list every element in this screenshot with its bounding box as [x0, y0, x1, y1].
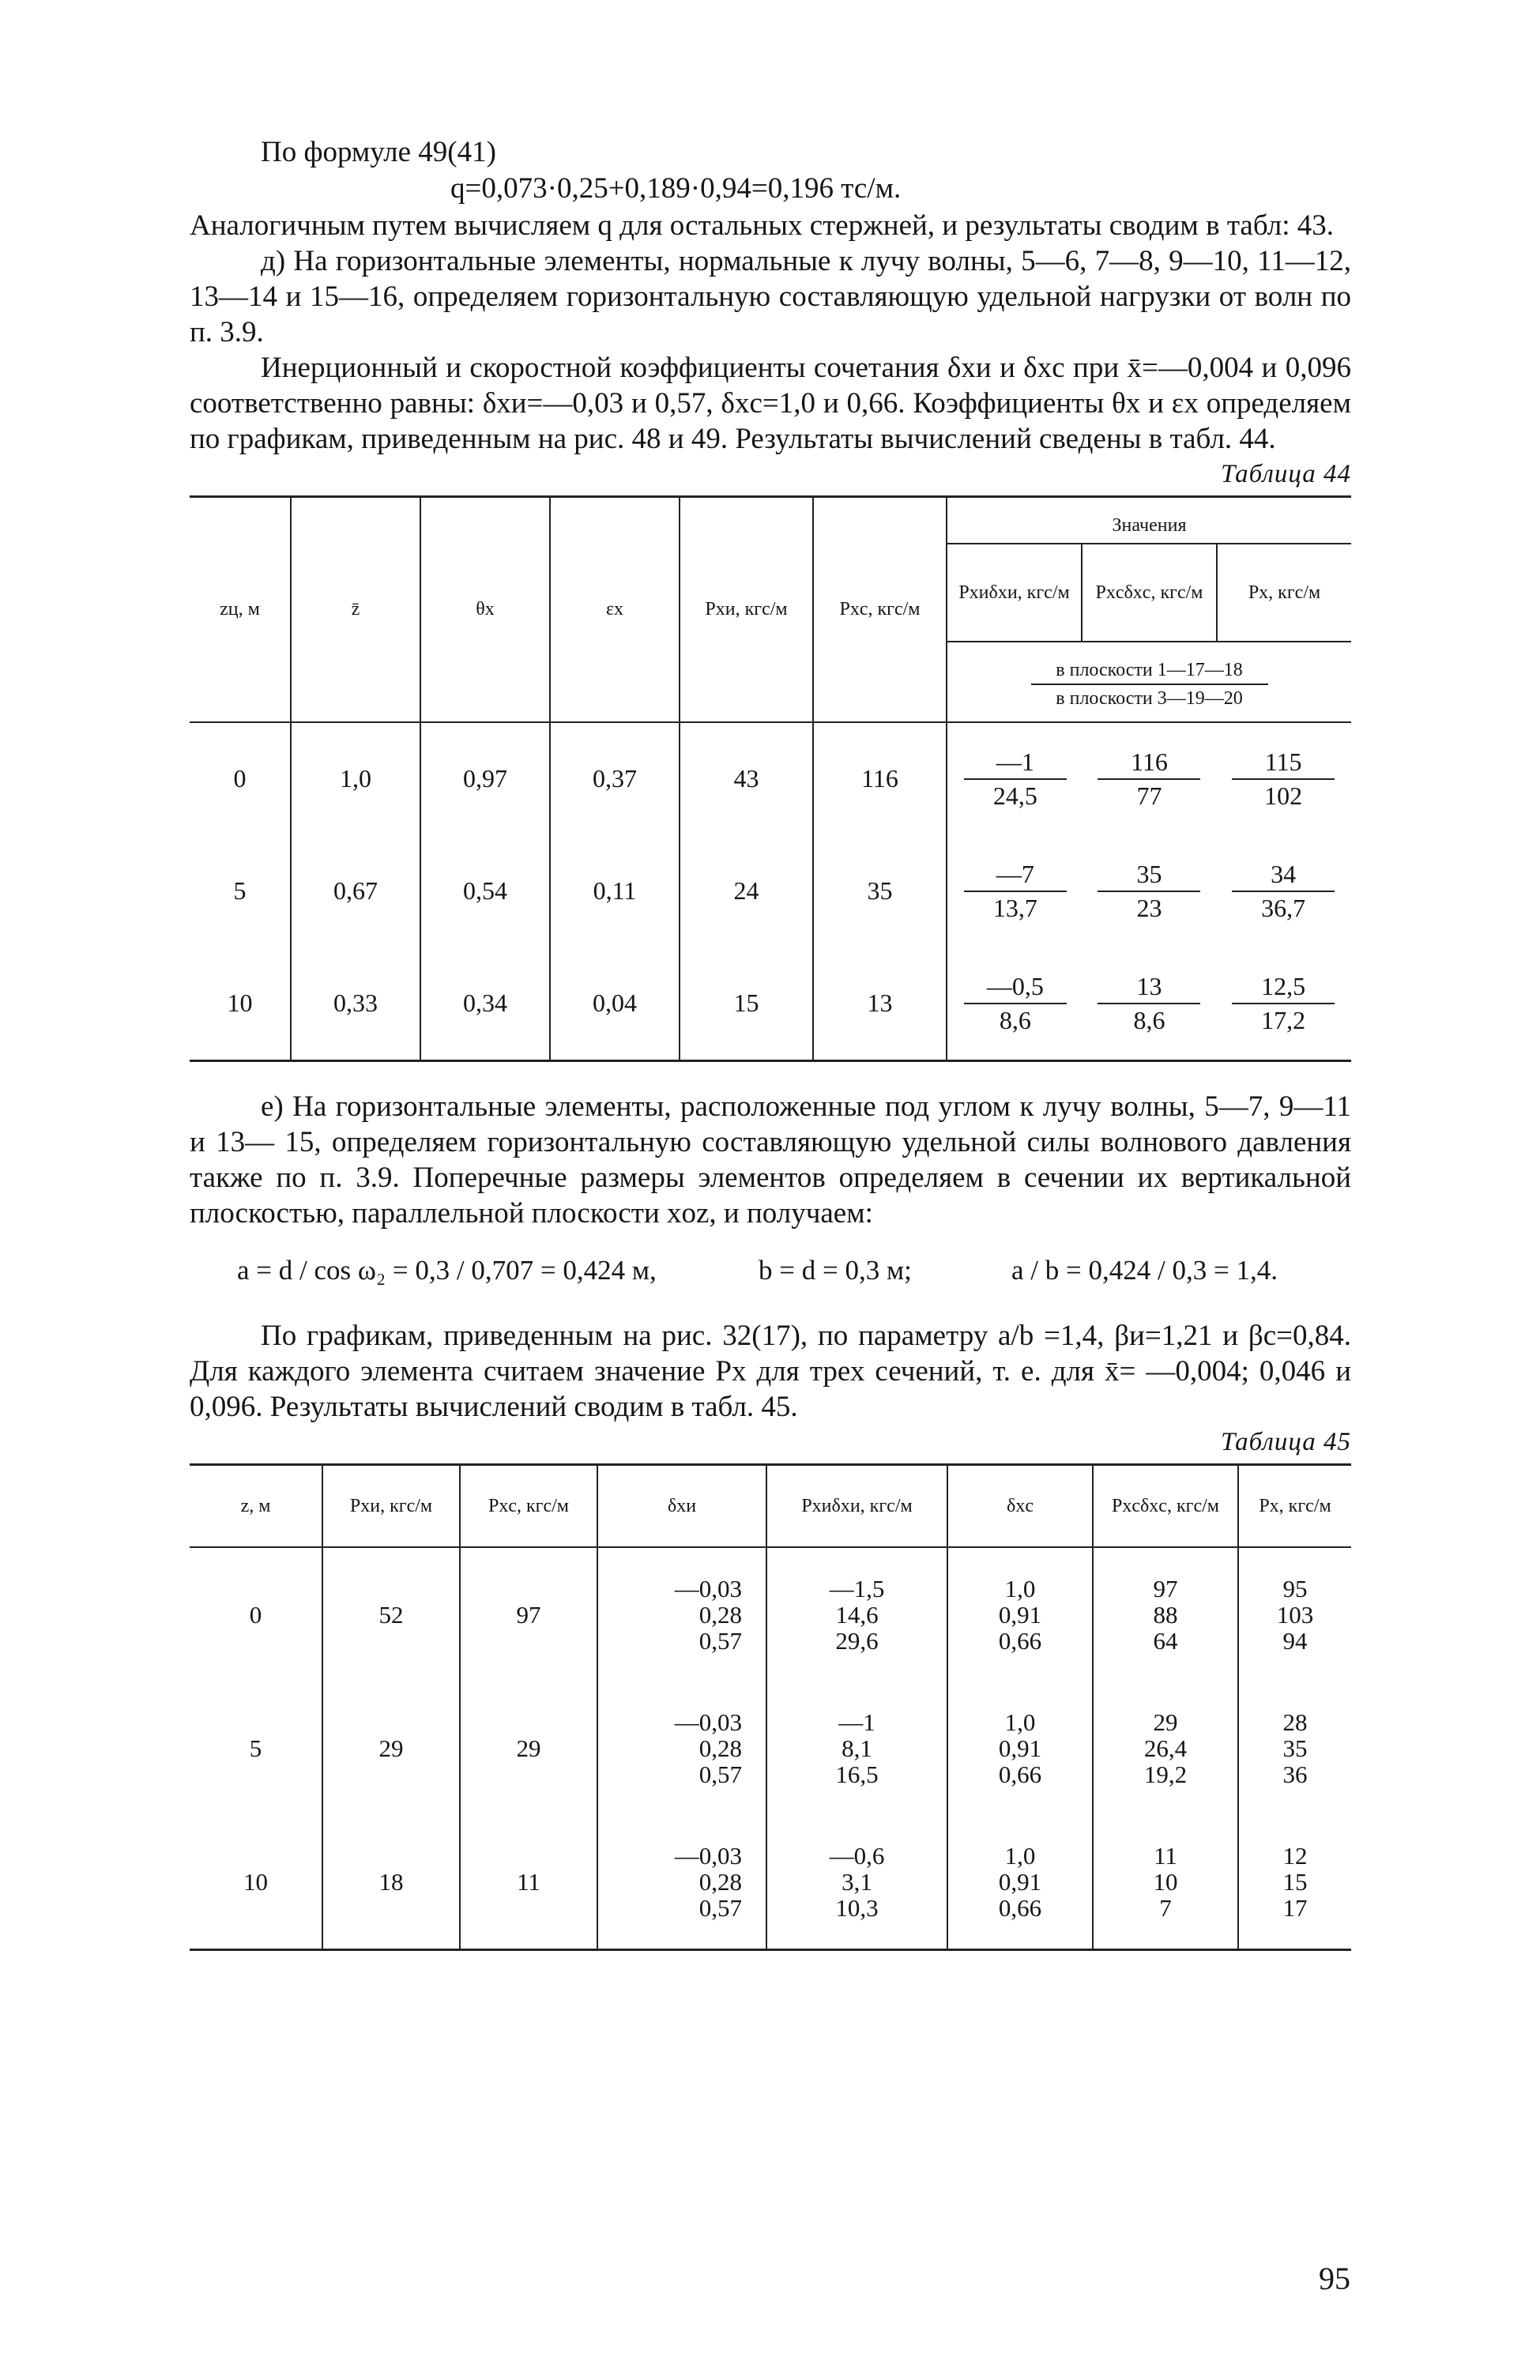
t44-cell: 1,0	[291, 722, 420, 835]
t44-frac-bottom: 77	[1136, 781, 1162, 810]
t44-cell: 0,04	[550, 947, 680, 1061]
page-number: 95	[1319, 2261, 1350, 2296]
t45-cell-pcd: 29 26,4 19,2	[1093, 1681, 1238, 1815]
paragraph-formula-ref: По формуле 49(41)	[261, 136, 496, 168]
paragraph-inertia: Инерционный и скоростной коэффициенты сочетания δxи и δxc при x̄=—0,004 и 0,096 соответственно равны: δxи=—0,03 и 0,57, δxc=1,0 и 0,66. Коэффициенты θx и εx определяем по графикам, приведенным на рис. 48 и 49. Результаты вычислений сведены в табл. 44.	[190, 352, 1351, 455]
equation-ab: a / b = 0,424 / 0,3 = 1,4.	[1011, 1254, 1278, 1286]
table-row	[190, 722, 1351, 835]
t44-frac-top: 116	[1098, 748, 1200, 780]
t44-cell: 0,37	[550, 722, 680, 835]
equation-row	[190, 1231, 1351, 1318]
t44-frac-bottom: 102	[1264, 781, 1303, 810]
t45-cell-pd: —1,5 14,6 29,6	[766, 1547, 947, 1681]
t44-frac-bottom: 17,2	[1261, 1005, 1306, 1034]
t44-h-sub-a: Pxиδxи, кгс/м	[947, 544, 1083, 641]
t44-frac-top: 13	[1098, 972, 1200, 1004]
table-row	[190, 1547, 1351, 1681]
t44-cell: 0,11	[550, 835, 680, 947]
t45-h-pxc: Pxc, кгс/м	[460, 1464, 597, 1547]
equation-b: b = d = 0,3 м;	[759, 1254, 912, 1286]
t44-values-cell	[947, 947, 1351, 1061]
t44-frac-bottom: 36,7	[1261, 893, 1306, 922]
t45-h-pd: Pxиδxи, кгс/м	[766, 1464, 947, 1547]
paragraph-d: д) На горизонтальные элементы, нормальные к лучу волны, 5—6, 7—8, 9—10, 11—12, 13—14 и 15—16, определяем горизонтальную составляющую удельной нагрузки от волн по п. 3.9.	[190, 245, 1351, 348]
t44-frac-top: —7	[964, 860, 1067, 892]
table-row	[190, 947, 1351, 1061]
t44-cell: 43	[680, 722, 813, 835]
table-row	[190, 1815, 1351, 1950]
t44-values-cell	[947, 722, 1351, 835]
page-body	[190, 134, 1351, 1951]
t44-frac-bottom: 24,5	[992, 781, 1037, 810]
table-row	[190, 835, 1351, 947]
t45-cell-dxi: —0,03 0,28 0,57	[597, 1681, 766, 1815]
t44-frac-bottom: 23	[1136, 893, 1162, 922]
t44-cell: 0	[233, 764, 247, 793]
t44-h-sub-b: Pxcδxc, кгс/м	[1083, 544, 1218, 641]
t45-cell-px: 28 35 36	[1238, 1681, 1351, 1815]
t44-cell: 15	[680, 947, 813, 1061]
t44-cell: 35	[813, 835, 947, 947]
t45-cell-dxc: 1,0 0,91 0,66	[947, 1815, 1093, 1950]
table44-caption: Таблица 44	[1221, 460, 1351, 488]
t45-h-dxi: δxи	[597, 1464, 766, 1547]
t44-cell: 13	[813, 947, 947, 1061]
t44-h-pxi: Pxи, кгс/м	[680, 497, 813, 722]
paragraph-graphs: По графикам, приведенным на рис. 32(17), по параметру a/b =1,4, βи=1,21 и βc=0,84. Для каждого элемента считаем значение Px для трех сечений, т. е. для x̄= —0,004; 0,046 и 0,096. Результаты вычислений сводим в табл. 45.	[190, 1319, 1351, 1423]
t44-cell: 5	[233, 876, 247, 905]
t44-cell: 0,67	[291, 835, 420, 947]
t44-values-cell	[947, 835, 1351, 947]
table45-caption: Таблица 45	[1221, 1427, 1351, 1456]
t44-cell: 0,34	[420, 947, 550, 1061]
t45-cell: 97	[460, 1547, 597, 1681]
t44-h-group: Значения	[947, 508, 1351, 544]
t44-h-values	[947, 497, 1351, 722]
t44-cell: 24	[680, 835, 813, 947]
t45-cell-dxc: 1,0 0,91 0,66	[947, 1547, 1093, 1681]
t44-plane-top: в плоскости 1—17—18	[1031, 658, 1268, 685]
paragraph-e: е) На горизонтальные элементы, расположенные под углом к лучу волны, 5—7, 9—11 и 13— 15, определяем горизонтальную составляющую удельной силы волнового давления также по п. 3.9. Поперечные размеры элементов определяем в сечении их вертикальной плоскостью, параллельной плоскости xoz, и получаем:	[190, 1090, 1351, 1230]
t44-frac-top: 34	[1232, 860, 1335, 892]
t44-frac-top: 115	[1232, 748, 1335, 780]
t45-h-dxc: δxc	[947, 1464, 1093, 1547]
t45-cell: 29	[460, 1681, 597, 1815]
table44-header-row	[190, 497, 1351, 722]
t45-cell: 18	[322, 1815, 460, 1950]
t44-cell: 0,97	[420, 722, 550, 835]
t45-cell-px: 95 103 94	[1238, 1547, 1351, 1681]
t45-h-px: Px, кгс/м	[1238, 1464, 1351, 1547]
t45-h-z: z, м	[190, 1464, 322, 1547]
t45-cell-pd: —0,6 3,1 10,3	[766, 1815, 947, 1950]
t45-cell-dxi: —0,03 0,28 0,57	[597, 1547, 766, 1681]
table45-header-row	[190, 1464, 1351, 1547]
t44-h-pxc: Pxc, кгс/м	[813, 497, 947, 722]
equation-a: a = d / cos ω₂ = 0,3 / 0,707 = 0,424 м,	[237, 1254, 657, 1286]
table-45	[190, 1463, 1351, 1951]
table-44	[190, 495, 1351, 1062]
t44-frac-top: —0,5	[964, 972, 1067, 1004]
t45-cell: 0	[249, 1600, 262, 1629]
t44-frac-bottom: 8,6	[999, 1005, 1031, 1034]
t44-frac-top: 12,5	[1232, 972, 1335, 1004]
t44-frac-top: —1	[964, 748, 1067, 780]
t45-h-pcd: Pxcδxc, кгс/м	[1093, 1464, 1238, 1547]
t44-plane-bottom: в плоскости 3—19—20	[1056, 688, 1243, 710]
t45-cell: 5	[249, 1734, 262, 1762]
t45-cell: 11	[460, 1815, 597, 1950]
formula-q: q=0,073·0,25+0,189·0,94=0,196 тс/м.	[450, 172, 902, 205]
t44-frac-bottom: 8,6	[1133, 1005, 1165, 1034]
t44-h-zbar: z̄	[291, 497, 420, 722]
t44-cell: 0,54	[420, 835, 550, 947]
t45-cell-dxi: —0,03 0,28 0,57	[597, 1815, 766, 1950]
paragraph-analogous: Аналогичным путем вычисляем q для остальных стержней, и результаты сводим в табл: 43.	[190, 209, 1335, 242]
t45-cell-dxc: 1,0 0,91 0,66	[947, 1681, 1093, 1815]
t44-h-sub-c: Px, кгс/м	[1248, 582, 1321, 604]
table-row	[190, 1681, 1351, 1815]
t45-cell-pcd: 11 10 7	[1093, 1815, 1238, 1950]
t44-cell: 10	[227, 989, 253, 1017]
t45-cell: 29	[322, 1681, 460, 1815]
t44-h-theta: θx	[420, 497, 550, 722]
t44-h-eps: εx	[550, 497, 680, 722]
t45-cell: 10	[243, 1867, 268, 1896]
t44-cell: 116	[813, 722, 947, 835]
t44-cell: 0,33	[291, 947, 420, 1061]
t44-frac-bottom: 13,7	[992, 893, 1037, 922]
t44-h-z: zц, м	[220, 599, 260, 620]
t44-frac-top: 35	[1098, 860, 1200, 892]
t45-cell: 52	[322, 1547, 460, 1681]
t45-cell-px: 12 15 17	[1238, 1815, 1351, 1950]
t45-h-pxi: Pxи, кгс/м	[322, 1464, 460, 1547]
t45-cell-pd: —1 8,1 16,5	[766, 1681, 947, 1815]
t45-cell-pcd: 97 88 64	[1093, 1547, 1238, 1681]
